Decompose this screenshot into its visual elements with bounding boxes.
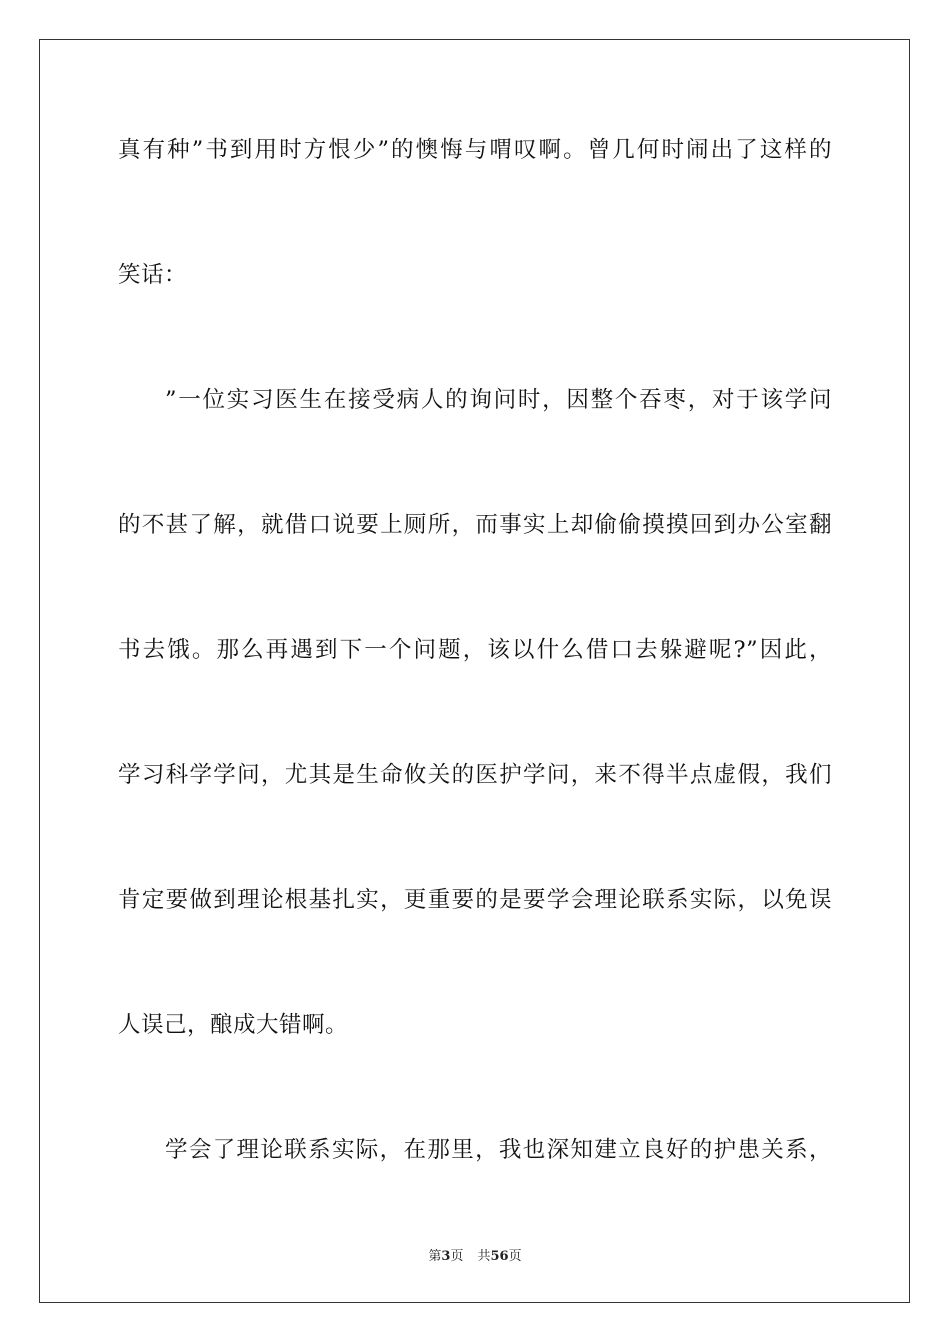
total-suffix: 页 (508, 1249, 522, 1264)
page-suffix: 页 (450, 1249, 464, 1264)
text-line-8: 人误己，酿成大错啊。 (118, 1012, 349, 1038)
text-line-4: 的不甚了解，就借口说要上厕所，而事实上却偷偷摸摸回到办公室翻 (118, 512, 832, 538)
total-prefix: 共 (477, 1249, 491, 1264)
page-footer (0, 1248, 950, 1266)
text-line-9: 学会了理论联系实际，在那里，我也深知建立良好的护患关系， (165, 1137, 832, 1163)
total-pages: 56 (490, 1249, 509, 1264)
page-border (39, 39, 910, 1303)
text-line-5: 书去饿。那么再遇到下一个问题，该以什么借口去躲避呢?”因此， (118, 637, 832, 663)
text-line-7: 肯定要做到理论根基扎实，更重要的是要学会理论联系实际，以免误 (118, 887, 832, 913)
text-line-2: 笑话： (118, 262, 188, 288)
page-prefix: 第 (428, 1249, 442, 1264)
text-line-1: 真有种”书到用时方恨少”的懊悔与喟叹啊。曾几何时闹出了这样的 (118, 137, 832, 163)
page-number: 3 (441, 1249, 451, 1264)
text-line-3: ”一位实习医生在接受病人的询问时，因整个吞枣，对于该学问 (165, 387, 832, 413)
text-line-6: 学习科学学问，尤其是生命攸关的医护学问，来不得半点虚假，我们 (118, 762, 832, 788)
